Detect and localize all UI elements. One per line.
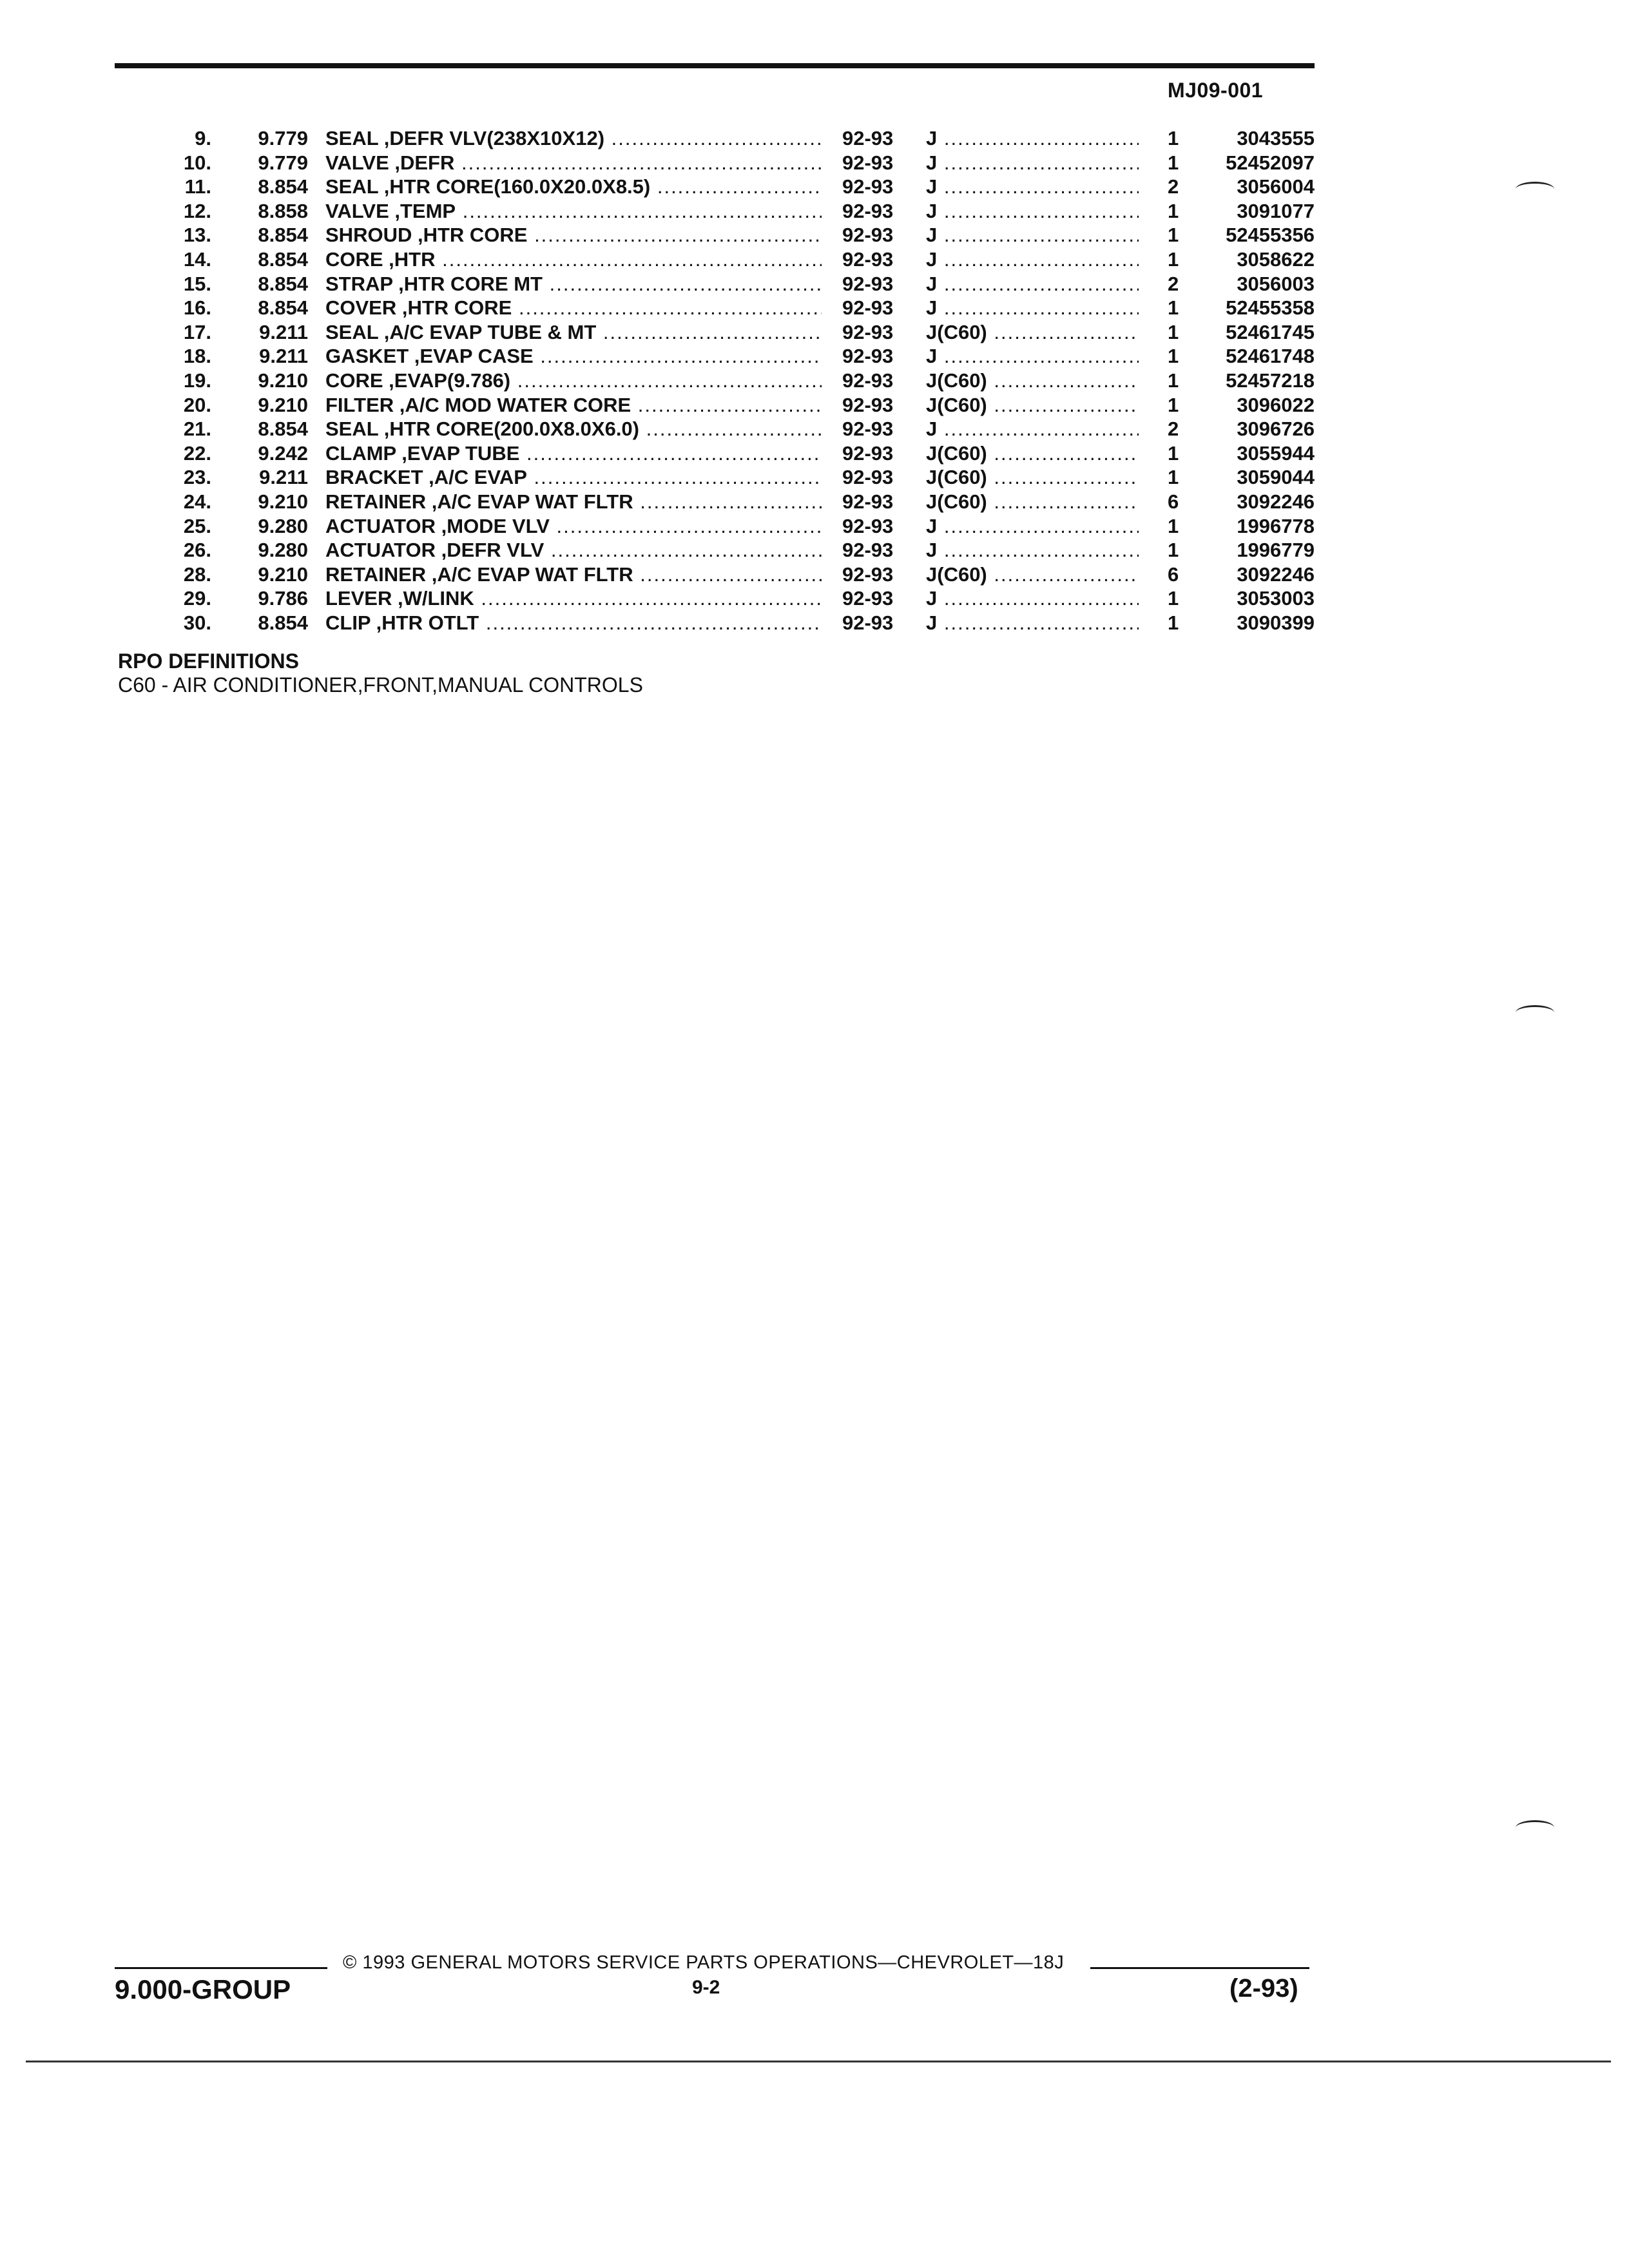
rpo-definitions-title: RPO DEFINITIONS [118, 649, 299, 673]
ref-number: 25. [183, 514, 211, 537]
group-number: 9.210 [258, 393, 308, 416]
catalog-code: MJ09-001 [1168, 79, 1264, 102]
part-number: 3055944 [1237, 441, 1315, 465]
ref-number: 14. [183, 248, 211, 271]
parts-row [0, 465, 1629, 489]
parts-row [0, 393, 1629, 417]
part-description: CLAMP ,EVAP TUBE ..... [325, 441, 822, 465]
quantity: 1 [1168, 611, 1179, 634]
copyright-notice: © 1993 GENERAL MOTORS SERVICE PARTS OPERATIONS—CHEVROLET—18J [343, 1952, 1065, 1973]
part-description: SHROUD ,HTR CORE ..... [325, 223, 822, 247]
rpo-code: J(C60) ..... [926, 369, 1139, 392]
part-number: 3091077 [1237, 199, 1315, 222]
part-number: 3043555 [1237, 127, 1315, 149]
model-years: 92-93 [842, 441, 894, 465]
model-years: 92-93 [842, 224, 894, 247]
model-years: 92-93 [842, 539, 894, 562]
group-number: 9.280 [258, 514, 308, 537]
rpo-code: J(C60) ..... [926, 441, 1139, 465]
model-years: 92-93 [842, 248, 894, 271]
parts-row [0, 344, 1629, 368]
part-number: 3058622 [1237, 248, 1315, 271]
quantity: 1 [1168, 296, 1179, 320]
part-description: VALVE ,DEFR ..... [325, 151, 822, 175]
footer-rule-left [115, 1967, 327, 1969]
rpo-code: J ..... [926, 514, 1139, 538]
quantity: 6 [1168, 490, 1179, 513]
rpo-code: J(C60) ..... [926, 393, 1139, 417]
rpo-code: J(C60) ..... [926, 490, 1139, 514]
model-years: 92-93 [842, 490, 894, 513]
ref-number: 28. [183, 562, 211, 586]
part-description: SEAL ,DEFR VLV(238X10X12) ..... [325, 126, 822, 150]
page-number: 9-2 [692, 1977, 720, 1998]
ref-number: 16. [183, 296, 211, 320]
model-years: 92-93 [842, 296, 894, 320]
group-number: 8.854 [258, 611, 308, 634]
group-number: 9.210 [258, 490, 308, 513]
group-number: 9.779 [258, 127, 308, 149]
rpo-code: J ..... [926, 586, 1139, 610]
part-number: 3056004 [1237, 175, 1315, 198]
rpo-code: J(C60) ..... [926, 562, 1139, 586]
footer-rule-right [1090, 1967, 1309, 1969]
part-number: 3096022 [1237, 393, 1315, 416]
rpo-code: J ..... [926, 611, 1139, 635]
parts-row [0, 611, 1629, 635]
parts-row [0, 296, 1629, 320]
rpo-code: J ..... [926, 199, 1139, 223]
group-number: 9.786 [258, 587, 308, 610]
ref-number: 21. [183, 418, 211, 441]
model-years: 92-93 [842, 418, 894, 441]
quantity: 2 [1168, 175, 1179, 198]
part-description: CORE ,HTR ..... [325, 247, 822, 271]
bottom-rule [26, 2061, 1611, 2062]
part-number: 52452097 [1226, 151, 1315, 174]
quantity: 2 [1168, 272, 1179, 295]
part-description: STRAP ,HTR CORE MT ..... [325, 272, 822, 296]
group-number: 9.211 [259, 345, 308, 368]
ref-number: 29. [183, 587, 211, 610]
quantity: 1 [1168, 199, 1179, 222]
group-number: 8.854 [258, 175, 308, 198]
rpo-code: J ..... [926, 126, 1139, 150]
group-number: 8.854 [258, 272, 308, 295]
quantity: 1 [1168, 369, 1179, 392]
rpo-code: J ..... [926, 175, 1139, 198]
revision-date: (2-93) [1229, 1974, 1298, 2003]
ref-number: 30. [183, 611, 211, 634]
parts-row [0, 417, 1629, 441]
rpo-code: J(C60) ..... [926, 465, 1139, 489]
part-description: FILTER ,A/C MOD WATER CORE ..... [325, 393, 822, 417]
model-years: 92-93 [842, 320, 894, 343]
quantity: 1 [1168, 151, 1179, 174]
rpo-code: J(C60) ..... [926, 320, 1139, 344]
quantity: 1 [1168, 514, 1179, 537]
parts-row [0, 490, 1629, 514]
part-number: 1996778 [1237, 514, 1315, 537]
part-description: SEAL ,HTR CORE(200.0X8.0X6.0) ..... [325, 417, 822, 441]
part-description: CLIP ,HTR OTLT ..... [325, 611, 822, 635]
part-description: BRACKET ,A/C EVAP ..... [325, 465, 822, 489]
group-number: 8.858 [258, 199, 308, 222]
ref-number: 22. [183, 441, 211, 465]
part-description: SEAL ,A/C EVAP TUBE & MT ..... [325, 320, 822, 344]
part-description: GASKET ,EVAP CASE ..... [325, 344, 822, 368]
part-number: 52455358 [1226, 296, 1315, 320]
group-number: 9.280 [258, 539, 308, 562]
model-years: 92-93 [842, 393, 894, 416]
part-number: 52455356 [1226, 224, 1315, 247]
parts-row [0, 514, 1629, 538]
quantity: 1 [1168, 248, 1179, 271]
part-number: 1996779 [1237, 539, 1315, 562]
part-description: COVER ,HTR CORE ..... [325, 296, 822, 320]
group-number: 9.211 [259, 320, 308, 343]
part-number: 3092246 [1237, 490, 1315, 513]
rpo-code: J ..... [926, 417, 1139, 441]
quantity: 1 [1168, 224, 1179, 247]
ref-number: 12. [183, 199, 211, 222]
rpo-code: J ..... [926, 223, 1139, 247]
part-number: 52461748 [1226, 345, 1315, 368]
rpo-code: J ..... [926, 272, 1139, 296]
part-number: 3056003 [1237, 272, 1315, 295]
punch-mark [1516, 182, 1554, 197]
ref-number: 20. [183, 393, 211, 416]
rpo-code: J ..... [926, 296, 1139, 320]
model-years: 92-93 [842, 562, 894, 586]
part-description: LEVER ,W/LINK ..... [325, 586, 822, 610]
part-description: CORE ,EVAP(9.786) ..... [325, 369, 822, 392]
ref-number: 23. [183, 466, 211, 489]
model-years: 92-93 [842, 175, 894, 198]
ref-number: 19. [183, 369, 211, 392]
part-number: 52461745 [1226, 320, 1315, 343]
rpo-code: J ..... [926, 151, 1139, 175]
ref-number: 11. [184, 175, 211, 198]
group-number: 8.854 [258, 224, 308, 247]
part-description: SEAL ,HTR CORE(160.0X20.0X8.5) ..... [325, 175, 822, 198]
ref-number: 10. [183, 151, 211, 174]
parts-row [0, 272, 1629, 296]
ref-number: 26. [183, 539, 211, 562]
model-years: 92-93 [842, 151, 894, 174]
part-number: 3090399 [1237, 611, 1315, 634]
group-number: 9.211 [259, 466, 308, 489]
part-description: RETAINER ,A/C EVAP WAT FLTR ..... [325, 490, 822, 514]
part-description: VALVE ,TEMP ..... [325, 199, 822, 223]
ref-number: 24. [183, 490, 211, 513]
parts-row [0, 247, 1629, 271]
quantity: 1 [1168, 320, 1179, 343]
model-years: 92-93 [842, 611, 894, 634]
parts-row [0, 369, 1629, 392]
model-years: 92-93 [842, 199, 894, 222]
header-rule [115, 63, 1315, 68]
punch-mark [1516, 1820, 1554, 1835]
part-number: 3053003 [1237, 587, 1315, 610]
parts-row [0, 441, 1629, 465]
ref-number: 9. [195, 127, 211, 149]
group-number: 9.242 [258, 441, 308, 465]
quantity: 6 [1168, 562, 1179, 586]
model-years: 92-93 [842, 587, 894, 610]
parts-row [0, 538, 1629, 562]
group-number: 8.854 [258, 296, 308, 320]
group-number: 9.210 [258, 369, 308, 392]
model-years: 92-93 [842, 272, 894, 295]
model-years: 92-93 [842, 466, 894, 489]
quantity: 1 [1168, 345, 1179, 368]
ref-number: 13. [183, 224, 211, 247]
parts-row [0, 586, 1629, 610]
parts-row [0, 151, 1629, 175]
parts-row [0, 223, 1629, 247]
model-years: 92-93 [842, 369, 894, 392]
parts-row [0, 199, 1629, 223]
rpo-definition-c60: C60 - AIR CONDITIONER,FRONT,MANUAL CONTROLS [118, 673, 643, 697]
ref-number: 15. [183, 272, 211, 295]
quantity: 1 [1168, 466, 1179, 489]
rpo-code: J ..... [926, 247, 1139, 271]
group-label: 9.000-GROUP [115, 1974, 291, 2004]
rpo-code: J ..... [926, 344, 1139, 368]
part-number: 3092246 [1237, 562, 1315, 586]
part-number: 52457218 [1226, 369, 1315, 392]
part-description: ACTUATOR ,MODE VLV ..... [325, 514, 822, 538]
group-number: 8.854 [258, 248, 308, 271]
ref-number: 18. [183, 345, 211, 368]
quantity: 1 [1168, 539, 1179, 562]
rpo-code: J ..... [926, 538, 1139, 562]
quantity: 1 [1168, 127, 1179, 149]
quantity: 1 [1168, 393, 1179, 416]
quantity: 2 [1168, 418, 1179, 441]
part-description: ACTUATOR ,DEFR VLV ..... [325, 538, 822, 562]
parts-row [0, 320, 1629, 344]
punch-mark [1516, 1005, 1554, 1020]
group-number: 9.210 [258, 562, 308, 586]
part-description: RETAINER ,A/C EVAP WAT FLTR ..... [325, 562, 822, 586]
parts-row [0, 175, 1629, 198]
model-years: 92-93 [842, 345, 894, 368]
model-years: 92-93 [842, 127, 894, 149]
part-number: 3059044 [1237, 466, 1315, 489]
ref-number: 17. [183, 320, 211, 343]
parts-row [0, 126, 1629, 150]
quantity: 1 [1168, 441, 1179, 465]
quantity: 1 [1168, 587, 1179, 610]
part-number: 3096726 [1237, 418, 1315, 441]
group-number: 8.854 [258, 418, 308, 441]
model-years: 92-93 [842, 514, 894, 537]
group-number: 9.779 [258, 151, 308, 174]
parts-row [0, 562, 1629, 586]
